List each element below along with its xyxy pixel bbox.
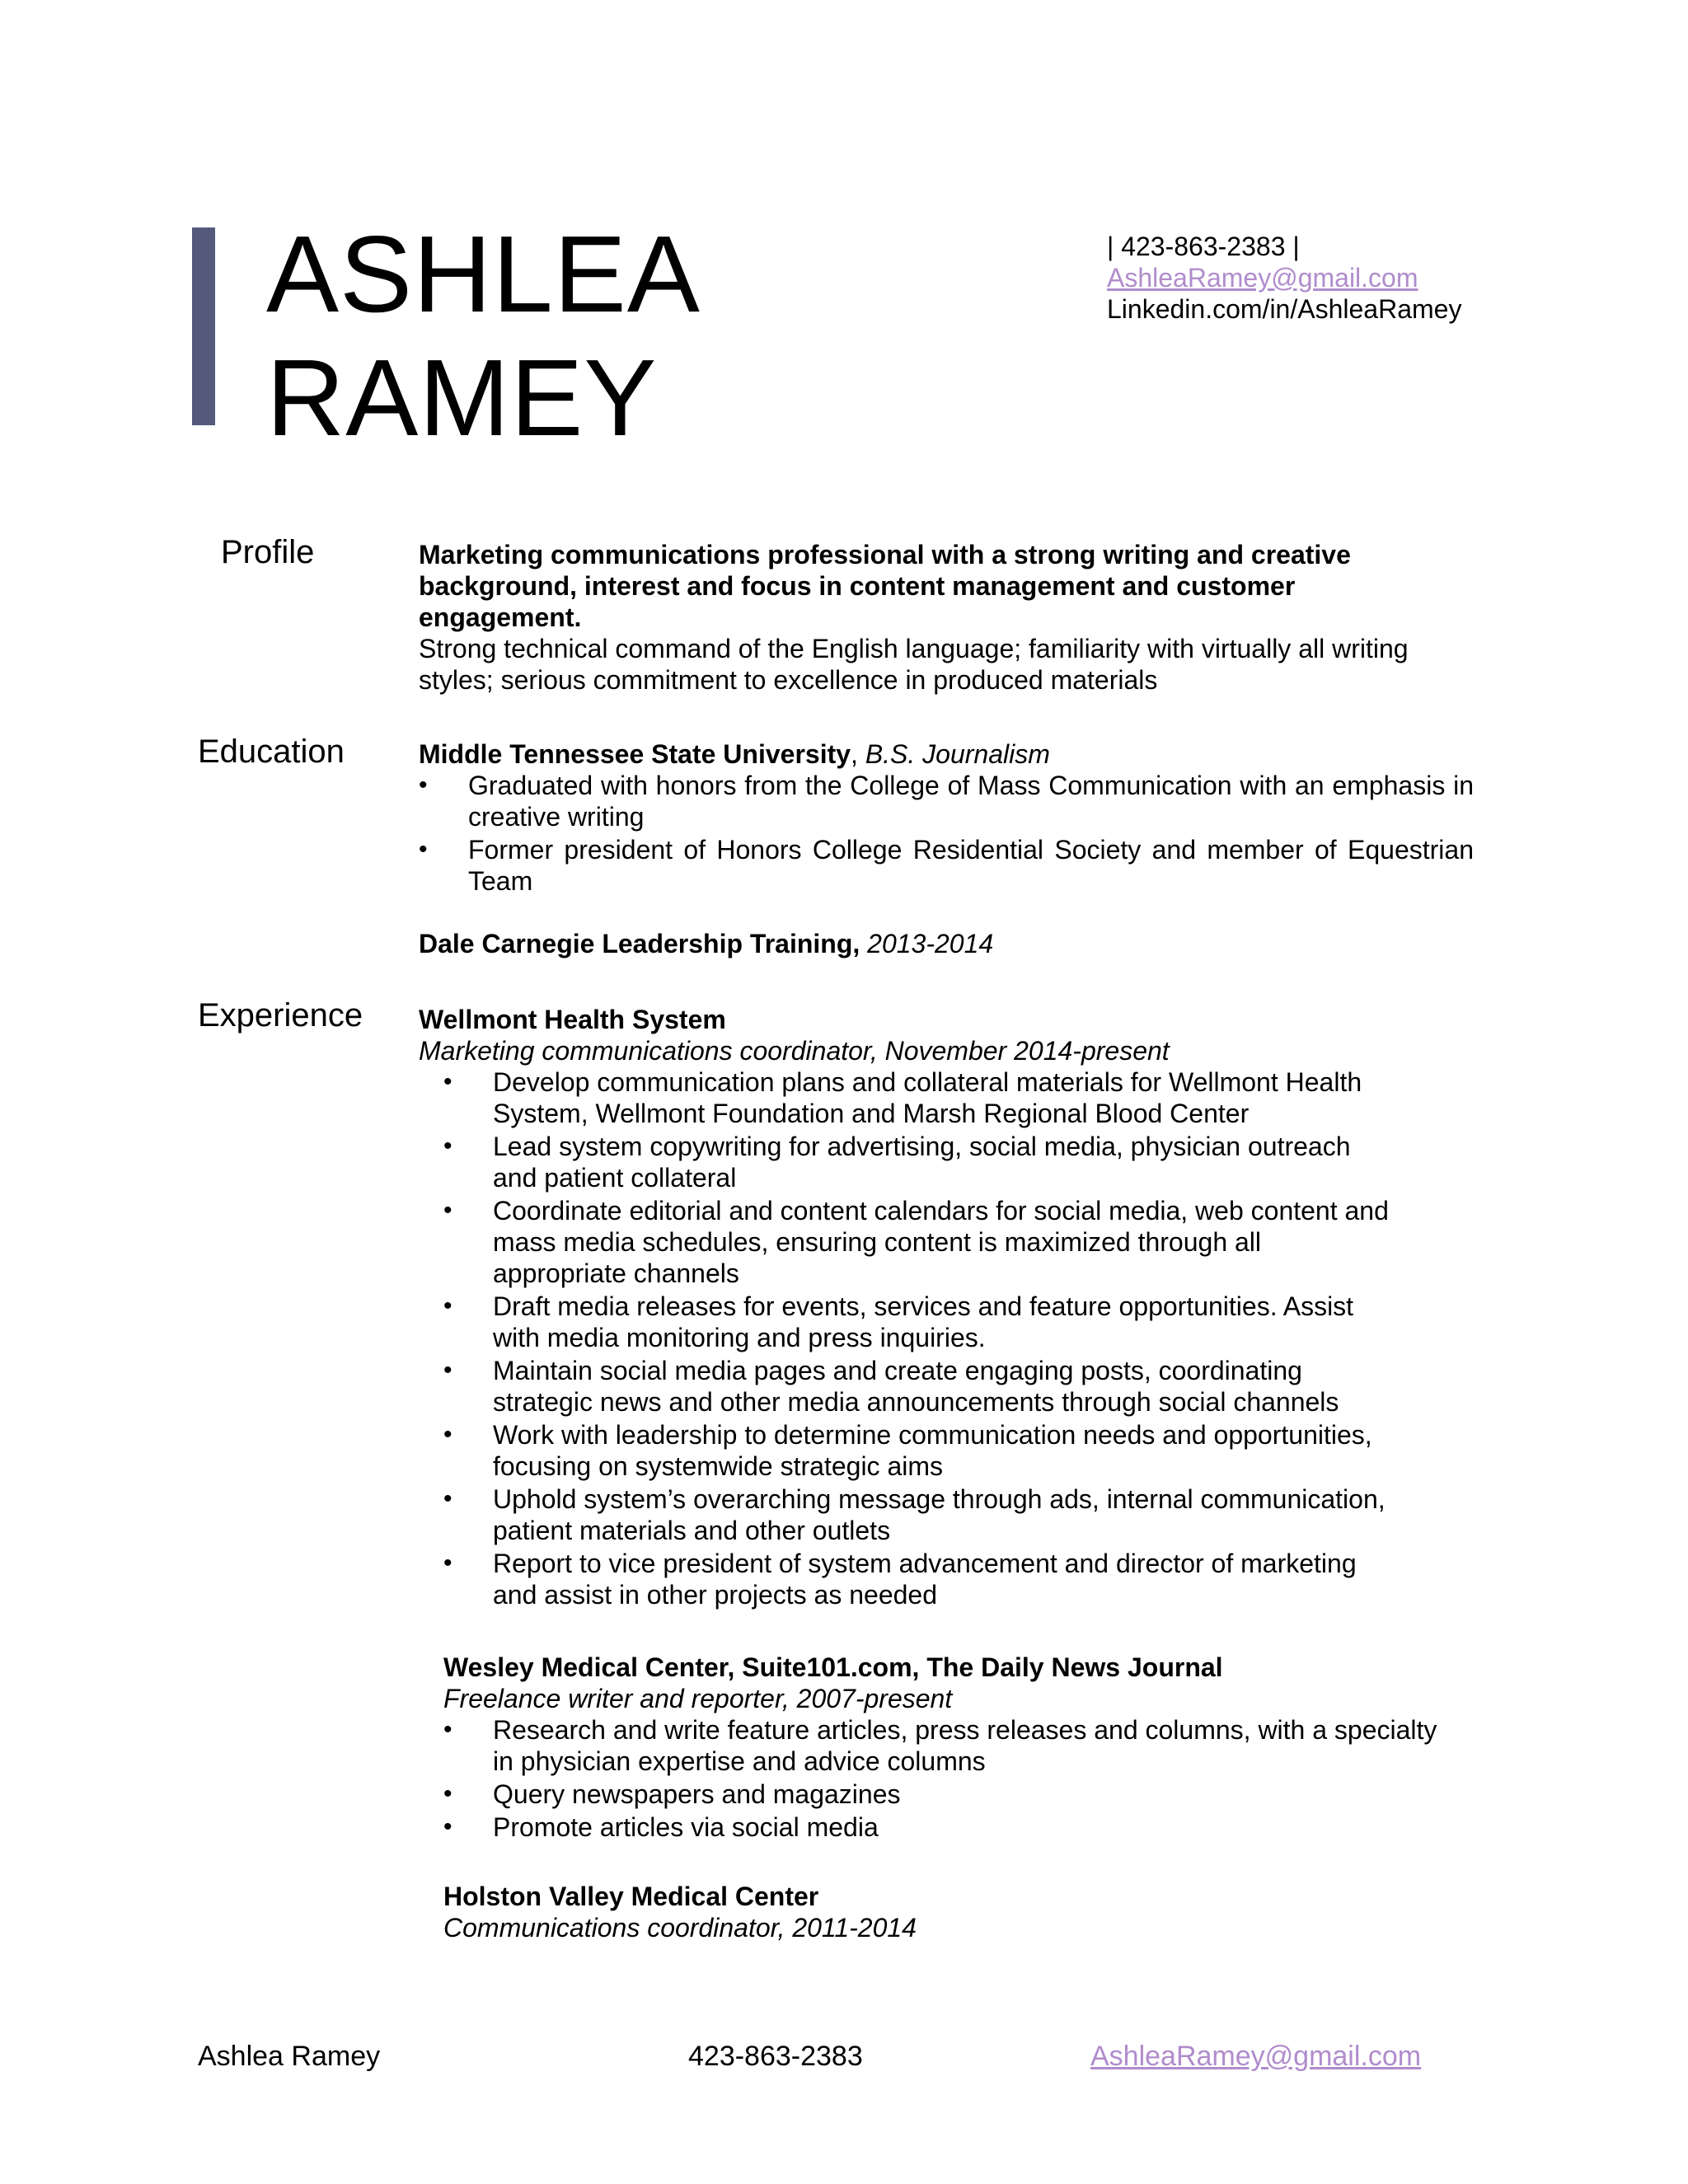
list-item: • Coordinate editorial and content calendars for social media, web content and mass media schedules, ensuring content is maximized through all appropriate channels	[443, 1196, 1389, 1288]
training-name: Dale Carnegie Leadership Training,	[419, 929, 860, 958]
school-name: Middle Tennessee State University	[419, 739, 851, 769]
training-years: 2013-2014	[867, 929, 994, 958]
job-title: Marketing communications coordinator, November 2014-present	[419, 1036, 1170, 1066]
list-item: • Work with leadership to determine communication needs and opportunities, focusing on systemwide strategic aims	[443, 1420, 1372, 1481]
bullet-icon: •	[443, 1813, 452, 1840]
resume-name	[266, 213, 701, 460]
job-title: Communications coordinator, 2011-2014	[443, 1913, 917, 1943]
employer-name: Wesley Medical Center, Suite101.com, The Daily News Journal	[443, 1652, 1223, 1682]
bullet-icon: •	[443, 1549, 452, 1577]
job-bullets	[443, 1066, 1400, 1610]
list-item: • Lead system copywriting for advertising, social media, physician outreach and patient collateral	[443, 1132, 1351, 1193]
first-name: ASHLEA	[266, 213, 701, 335]
education-school-line	[419, 738, 1474, 770]
bullet-icon: •	[443, 1068, 452, 1095]
list-item: • Graduated with honors from the College of Mass Communication with an emphasis in creative writing	[419, 771, 1474, 832]
section-label-experience: Experience	[198, 997, 363, 1033]
experience-job-holston	[443, 1881, 1474, 1943]
school-separator: ,	[851, 739, 865, 769]
bullet-icon: •	[443, 1132, 452, 1160]
bullet-icon: •	[419, 771, 428, 799]
profile-summary-line: engagement.	[419, 602, 582, 632]
profile-summary-line: Marketing communications professional with a strong writing and creative	[419, 540, 1351, 569]
section-label-profile: Profile	[221, 534, 315, 570]
list-item: • Research and write feature articles, press releases and columns, with a specialty in physician expertise and advice columns	[443, 1715, 1437, 1776]
email-link[interactable]: AshleaRamey@gmail.com	[1107, 263, 1418, 293]
experience-job-wellmont	[419, 1004, 1474, 1612]
contact-info	[1107, 231, 1461, 325]
footer-email-link[interactable]: AshleaRamey@gmail.com	[1090, 2041, 1422, 2072]
bullet-icon: •	[443, 1485, 452, 1512]
job-title: Freelance writer and reporter, 2007-present	[443, 1684, 953, 1713]
profile-detail-line: Strong technical command of the English language; familiarity with virtually all writing	[419, 634, 1409, 663]
bullet-icon: •	[443, 1421, 452, 1448]
bullet-icon: •	[443, 1197, 452, 1224]
bullet-icon: •	[443, 1357, 452, 1384]
employer-name: Holston Valley Medical Center	[443, 1882, 819, 1911]
degree-name: B.S. Journalism	[865, 739, 1050, 769]
job-bullets	[443, 1714, 1457, 1843]
linkedin-text: Linkedin.com/in/AshleaRamey	[1107, 294, 1462, 324]
list-item: • Query newspapers and magazines	[443, 1779, 901, 1809]
profile-summary-line: background, interest and focus in content management and customer	[419, 571, 1296, 601]
list-item: • Maintain social media pages and create engaging posts, coordinating strategic news and other media announcements through social channels	[443, 1356, 1339, 1417]
list-item: • Uphold system’s overarching message through ads, internal communication, patient materials and other outlets	[443, 1484, 1386, 1545]
education-bullets	[419, 770, 1474, 897]
employer-name: Wellmont Health System	[419, 1005, 726, 1034]
phone-line: | 423-863-2383 |	[1107, 232, 1300, 261]
bullet-icon: •	[419, 836, 428, 863]
bullet-icon: •	[443, 1716, 452, 1743]
profile-content	[419, 539, 1490, 696]
bullet-icon: •	[443, 1780, 452, 1807]
education-content	[419, 738, 1474, 959]
experience-job-freelance	[443, 1652, 1474, 1844]
list-item: • Draft media releases for events, services and feature opportunities. Assist with media monitoring and press inquiries.	[443, 1291, 1354, 1352]
name-accent-bar	[192, 227, 215, 425]
section-label-education: Education	[198, 733, 345, 770]
footer-name: Ashlea Ramey	[198, 2041, 381, 2072]
footer-phone: 423-863-2383	[688, 2041, 863, 2072]
last-name: RAMEY	[266, 337, 658, 458]
list-item: • Former president of Honors College Residential Society and member of Equestrian Team	[419, 835, 1474, 896]
bullet-icon: •	[443, 1292, 452, 1319]
profile-detail-line: styles; serious commitment to excellence in produced materials	[419, 665, 1158, 695]
list-item: • Report to vice president of system advancement and director of marketing and assist in other projects as needed	[443, 1549, 1357, 1610]
list-item: • Develop communication plans and collateral materials for Wellmont Health System, Wellmont Foundation and Marsh Regional Blood Center	[443, 1067, 1362, 1128]
training-line	[419, 928, 1474, 959]
list-item: • Promote articles via social media	[443, 1812, 879, 1842]
